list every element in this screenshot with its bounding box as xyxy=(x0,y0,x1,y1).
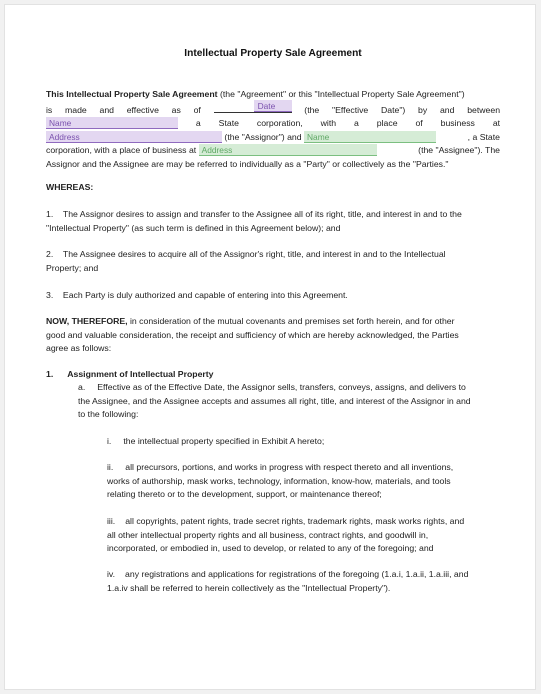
assignor-name-field[interactable] xyxy=(46,117,178,129)
subsection-text: the Assignee, and the Assignee accepts and assumes all right, title, and interest of the Assignor in and xyxy=(78,395,471,406)
list-item-text: works of authorship, mask works, technology, information, know-how, materials, and tools xyxy=(107,475,451,486)
recital-2 xyxy=(46,248,500,275)
a-state-text: , a State xyxy=(467,131,500,142)
subsection-text: Effective as of the Effective Date, the Assignor sells, transfers, conveys, assigns, and delivers to xyxy=(97,382,466,392)
recital-text: Each Party is duly authorized and capable of entering into this Agreement. xyxy=(62,290,348,300)
list-item-iii xyxy=(107,515,500,556)
list-item-text: all copyrights, patent rights, trade secret rights, trademark rights, mask works rights, and xyxy=(125,516,465,526)
list-item-text: all precursors, portions, and works in progress with respect thereto and all inventions, xyxy=(125,462,454,472)
assignee-address-field[interactable] xyxy=(199,144,377,156)
word: "Effective Date") xyxy=(332,104,406,115)
recital-number: 2. xyxy=(46,249,54,259)
document-title: Intellectual Property Sale Agreement xyxy=(184,48,362,59)
list-item-text: incorporated, or embodied in, used to develop, or related to any of the foregoing; and xyxy=(107,543,434,553)
assignee-label: (the "Assignee"). The xyxy=(418,145,500,155)
word: place xyxy=(376,118,398,128)
word: a xyxy=(354,118,359,128)
section-heading: Assignment of Intellectual Property xyxy=(67,369,214,379)
recital-number: 3. xyxy=(46,290,54,300)
therefore-text: in consideration of the mutual covenants and premises set forth herein, and for other xyxy=(130,316,455,326)
recital-text: Property; and xyxy=(46,262,99,273)
list-item-text: relating thereto or to the development, support, or maintenance thereof; xyxy=(107,489,382,499)
therefore-text: agree as follows: xyxy=(46,343,112,353)
intro-line-3 xyxy=(46,117,500,131)
recital-3 xyxy=(46,289,500,303)
assignee-name-text: Name xyxy=(307,131,330,142)
recital-text: The Assignor desires to assign and transfer to the Assignee all of its right, title, and interest in and to the xyxy=(62,209,462,219)
word: State xyxy=(218,118,239,128)
whereas-heading: WHEREAS: xyxy=(46,182,94,192)
word: of xyxy=(193,104,201,115)
word: of xyxy=(415,118,423,128)
date-highlight xyxy=(254,100,292,112)
document-page xyxy=(4,4,536,690)
word: made xyxy=(65,104,87,115)
list-item-line xyxy=(107,435,500,449)
word: is xyxy=(46,104,53,115)
list-item-i xyxy=(107,435,500,449)
assignor-name-text: Name xyxy=(49,118,72,128)
word: by xyxy=(418,104,428,115)
section-number: 1. xyxy=(46,369,54,379)
list-item-line xyxy=(107,515,500,529)
intro-line-5 xyxy=(46,144,500,158)
list-item-text: the intellectual property specified in Exhibit A hereto; xyxy=(123,436,325,446)
place-of-business-text: corporation, with a place of business at xyxy=(46,145,197,155)
list-item-line xyxy=(107,568,500,582)
list-item-ii xyxy=(107,461,500,502)
section-1a-line-1 xyxy=(78,381,500,395)
list-item-text: all other intellectual property rights and all business, contract rights, and goodwill in, xyxy=(107,529,429,540)
assignor-label: (the "Assignor") and xyxy=(224,131,302,142)
recital-line xyxy=(46,248,500,262)
list-item-number: iv. xyxy=(107,569,116,579)
intro-lead-rest: (the "Agreement" or this "Intellectual Property Sale Agreement") xyxy=(219,89,465,99)
list-item-number: iii. xyxy=(107,516,116,526)
therefore-line-1 xyxy=(46,315,500,329)
list-item-number: i. xyxy=(107,436,112,446)
recital-line xyxy=(46,289,500,303)
recital-1 xyxy=(46,208,500,235)
subsection-text: to the following: xyxy=(78,409,139,419)
effective-date-field[interactable] xyxy=(214,102,292,113)
therefore-paragraph xyxy=(46,315,500,356)
assignee-address-text: Address xyxy=(201,145,233,155)
section-1a xyxy=(78,381,500,422)
assignor-address-text: Address xyxy=(49,131,80,142)
list-item-number: ii. xyxy=(107,462,114,472)
intro-line-2 xyxy=(46,102,500,118)
word: with xyxy=(320,118,337,128)
therefore-text: good and valuable consideration, the receipt and sufficiency of which are hereby acknowledged, the Parties xyxy=(46,329,459,340)
therefore-bold: NOW, THEREFORE, xyxy=(46,316,128,326)
assignee-name-field[interactable] xyxy=(304,131,436,143)
recital-number: 1. xyxy=(46,209,54,219)
word: and xyxy=(99,104,114,115)
assignor-address-field[interactable] xyxy=(46,131,222,143)
word: and xyxy=(439,104,455,115)
list-item-line xyxy=(107,461,500,475)
intro-line-6: Assignor and the Assignee are may be referred to individually as a "Party" or collectively as the "Parties." xyxy=(46,158,449,169)
word: at xyxy=(492,118,501,128)
word: between xyxy=(467,104,501,115)
recital-line xyxy=(46,208,500,222)
subsection-label: a. xyxy=(78,382,86,392)
recital-text: The Assignee desires to acquire all of the Assignor's right, title, and interest in and to the Intellectual xyxy=(62,249,446,259)
intro-paragraph xyxy=(46,88,500,171)
list-item-text: 1.a.iv shall be referred to herein collectively as the "Intellectual Property"). xyxy=(107,582,391,593)
list-item-iv xyxy=(107,568,500,595)
word: (the xyxy=(304,104,320,115)
word: business xyxy=(440,118,475,128)
list-item-text: any registrations and applications for registrations of the foregoing (1.a.i, 1.a.ii, 1.a.iii, and xyxy=(125,569,469,579)
recital-text: "Intellectual Property" (as such term is defined in this Agreement below); and xyxy=(46,222,341,233)
intro-line-4 xyxy=(46,131,500,145)
intro-lead-bold: This Intellectual Property Sale Agreement xyxy=(46,89,218,99)
word: a xyxy=(195,118,201,128)
word: effective xyxy=(126,104,159,115)
word: corporation, xyxy=(256,118,303,128)
word: as xyxy=(171,104,181,115)
section-1-heading-row xyxy=(46,368,500,382)
date-field-text: Date xyxy=(257,100,276,111)
